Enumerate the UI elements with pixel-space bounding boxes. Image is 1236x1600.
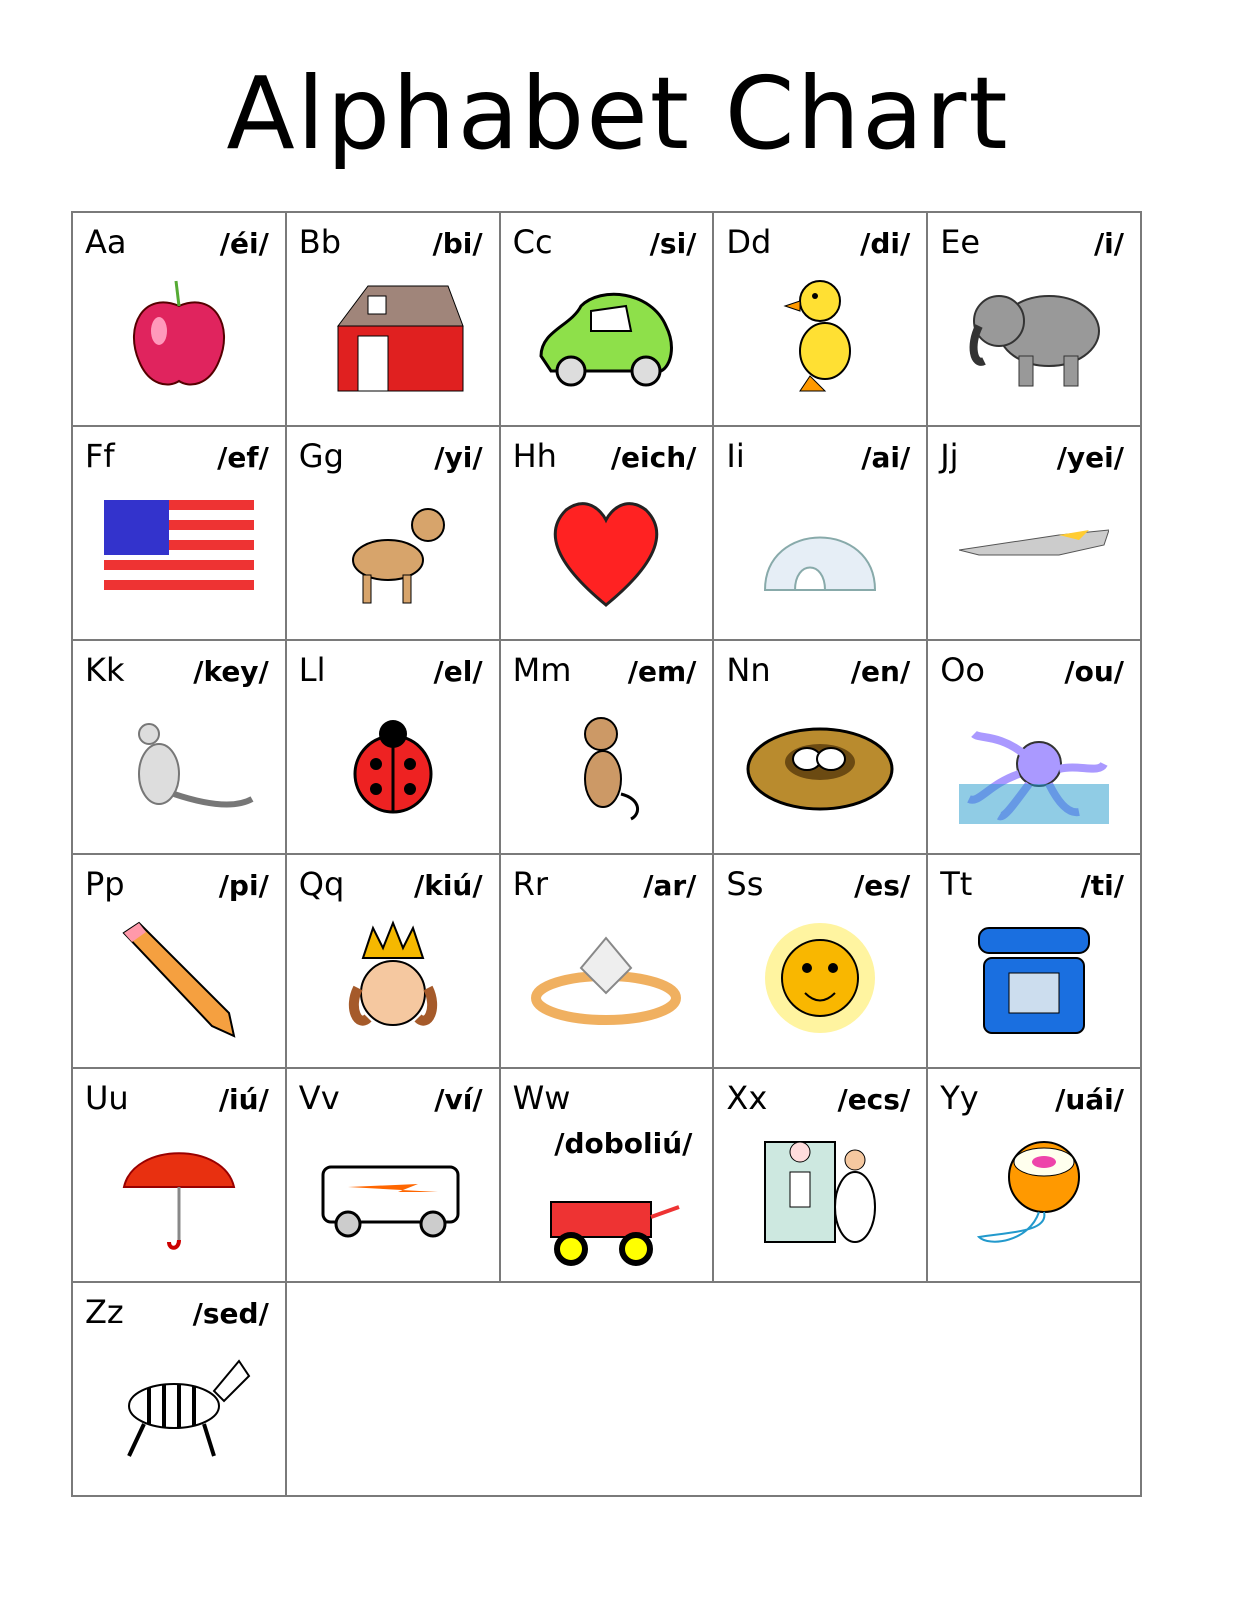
letter: Kk (85, 651, 125, 689)
letter: Ll (298, 651, 326, 689)
pronunciation: /éi/ (219, 227, 269, 260)
letter: Ss (726, 865, 764, 903)
alphabet-grid (71, 211, 1142, 1497)
umbrella-icon (104, 1132, 254, 1252)
letter: Vv (298, 1079, 340, 1117)
letter: Hh (512, 437, 557, 475)
pronunciation: /yi/ (434, 441, 483, 474)
octopus-icon (959, 704, 1109, 824)
letter: Mm (512, 651, 572, 689)
monkey-icon (531, 704, 681, 824)
heart-icon (531, 490, 681, 610)
pronunciation: /ti/ (1080, 869, 1124, 902)
barn-icon (318, 276, 468, 396)
cell-c (501, 213, 715, 427)
zebra-icon (104, 1346, 254, 1466)
cell-p (73, 855, 287, 1069)
pronunciation: /iú/ (218, 1083, 269, 1116)
letter: Xx (726, 1079, 768, 1117)
pronunciation: /ou/ (1064, 655, 1124, 688)
sun-icon (745, 918, 895, 1038)
jet-icon (959, 490, 1109, 610)
cell-q (287, 855, 501, 1069)
cell-e (928, 213, 1142, 427)
telephone-icon (959, 918, 1109, 1038)
igloo-icon (745, 490, 895, 610)
pronunciation: /doboliú/ (554, 1127, 693, 1160)
pronunciation: /kiú/ (413, 869, 483, 902)
pronunciation: /el/ (433, 655, 483, 688)
pronunciation: /em/ (627, 655, 697, 688)
van-icon (318, 1132, 468, 1252)
letter: Aa (85, 223, 127, 261)
letter: Jj (940, 437, 959, 475)
pronunciation: /pi/ (218, 869, 269, 902)
letter: Tt (940, 865, 973, 903)
pronunciation: /yei/ (1056, 441, 1124, 474)
pronunciation: /sed/ (192, 1297, 269, 1330)
duck-icon (745, 276, 895, 396)
xray-icon (745, 1132, 895, 1252)
letter: Oo (940, 651, 985, 689)
letter: Rr (512, 865, 548, 903)
ring-icon (531, 918, 681, 1038)
cell-o (928, 641, 1142, 855)
letter: Cc (512, 223, 553, 261)
cell-m (501, 641, 715, 855)
flag-icon (104, 490, 254, 610)
cell-n (714, 641, 928, 855)
elephant-icon (959, 276, 1109, 396)
empty-area (287, 1283, 1142, 1497)
cell-f (73, 427, 287, 641)
cell-h (501, 427, 715, 641)
pronunciation: /key/ (193, 655, 269, 688)
pronunciation: /ef/ (217, 441, 269, 474)
cell-i (714, 427, 928, 641)
cell-l (287, 641, 501, 855)
wagon-icon (531, 1157, 681, 1277)
goat-icon (318, 490, 468, 610)
cell-b (287, 213, 501, 427)
letter: Ww (512, 1079, 571, 1117)
cell-y (928, 1069, 1142, 1283)
page-title: Alphabet Chart (226, 55, 1010, 172)
letter: Yy (940, 1079, 979, 1117)
pencil-icon (104, 918, 254, 1038)
pronunciation: /ai/ (861, 441, 911, 474)
letter: Ee (940, 223, 981, 261)
cell-k (73, 641, 287, 855)
cell-w (501, 1069, 715, 1283)
cell-j (928, 427, 1142, 641)
cell-g (287, 427, 501, 641)
cell-d (714, 213, 928, 427)
letter: Uu (85, 1079, 129, 1117)
pronunciation: /ví/ (434, 1083, 483, 1116)
ladybug-icon (318, 704, 468, 824)
cell-v (287, 1069, 501, 1283)
pronunciation: /eich/ (610, 441, 697, 474)
pronunciation: /di/ (860, 227, 911, 260)
car-icon (531, 276, 681, 396)
letter: Gg (298, 437, 344, 475)
letter: Zz (85, 1293, 124, 1331)
cell-s (714, 855, 928, 1069)
cell-t (928, 855, 1142, 1069)
pronunciation: /bi/ (432, 227, 483, 260)
cell-r (501, 855, 715, 1069)
pronunciation: /es/ (854, 869, 911, 902)
cell-a (73, 213, 287, 427)
nest-icon (745, 704, 895, 824)
queen-icon (318, 918, 468, 1038)
cell-u (73, 1069, 287, 1283)
pronunciation: /i/ (1093, 227, 1124, 260)
pronunciation: /ecs/ (837, 1083, 911, 1116)
letter: Nn (726, 651, 771, 689)
apple-icon (104, 276, 254, 396)
cell-z (73, 1283, 287, 1497)
pronunciation: /en/ (850, 655, 911, 688)
pronunciation: /si/ (649, 227, 697, 260)
letter: Dd (726, 223, 772, 261)
letter: Ff (85, 437, 115, 475)
letter: Qq (298, 865, 345, 903)
letter: Bb (298, 223, 342, 261)
pronunciation: /ar/ (643, 869, 697, 902)
letter: Pp (85, 865, 125, 903)
letter: Ii (726, 437, 745, 475)
yoyo-icon (959, 1132, 1109, 1252)
cell-x (714, 1069, 928, 1283)
pronunciation: /uái/ (1055, 1083, 1124, 1116)
kangaroo-icon (104, 704, 254, 824)
